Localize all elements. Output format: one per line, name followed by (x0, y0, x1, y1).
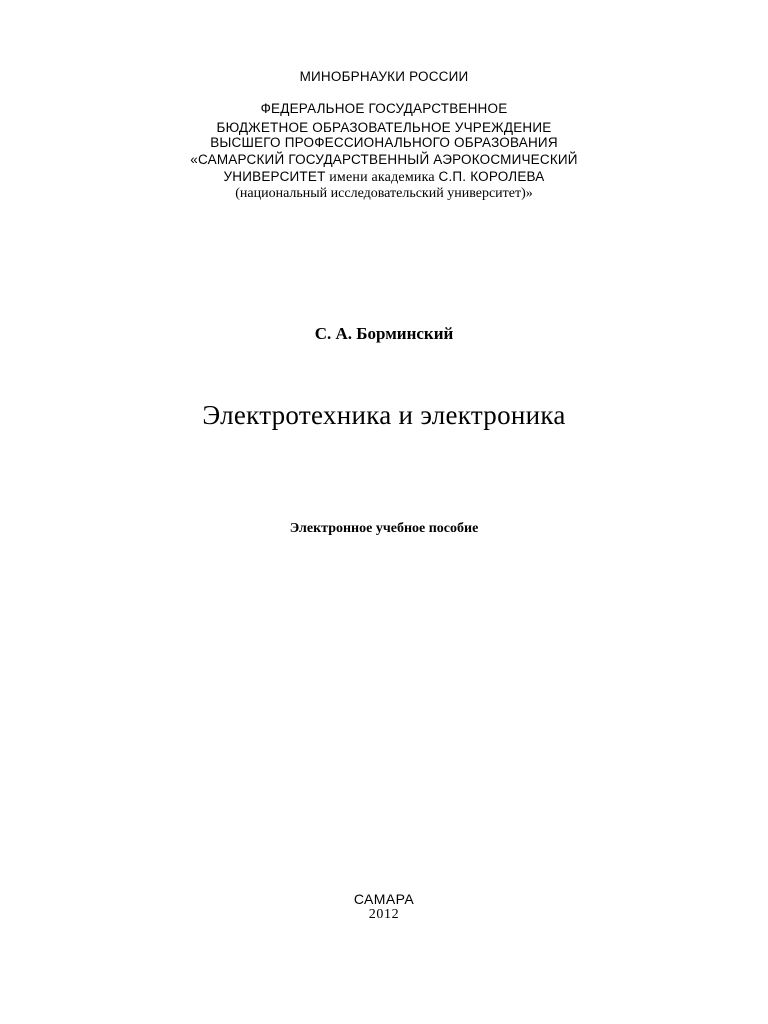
author-name: С. А. Борминский (314, 324, 454, 343)
publication-city: САМАРА (353, 891, 415, 907)
korolev-name: С.П. КОРОЛЕВА (438, 169, 545, 184)
institution-line-2: БЮДЖЕТНОЕ ОБРАЗОВАТЕЛЬНОЕ УЧРЕЖДЕНИЕ (216, 120, 552, 135)
university-status-note: (национальный исследовательский университет)» (235, 186, 533, 201)
ministry-line: МИНОБРНАУКИ РОССИИ (299, 69, 469, 84)
document-subtitle: Электронное учебное пособие (289, 521, 479, 536)
university-word: УНИВЕРСИТЕТ (223, 169, 326, 184)
document-title: Электротехника и электроника (202, 400, 566, 430)
institution-line-3: ВЫСШЕГО ПРОФЕССИОНАЛЬНОГО ОБРАЗОВАНИЯ (210, 135, 558, 150)
named-after-text: имени академика (325, 170, 439, 185)
university-line (0, 170, 768, 185)
institution-line-4: «САМАРСКИЙ ГОСУДАРСТВЕННЫЙ АЭРОКОСМИЧЕСКИЙ (190, 152, 578, 167)
publication-year: 2012 (368, 907, 400, 922)
institution-line-1: ФЕДЕРАЛЬНОЕ ГОСУДАРСТВЕННОЕ (260, 101, 508, 116)
